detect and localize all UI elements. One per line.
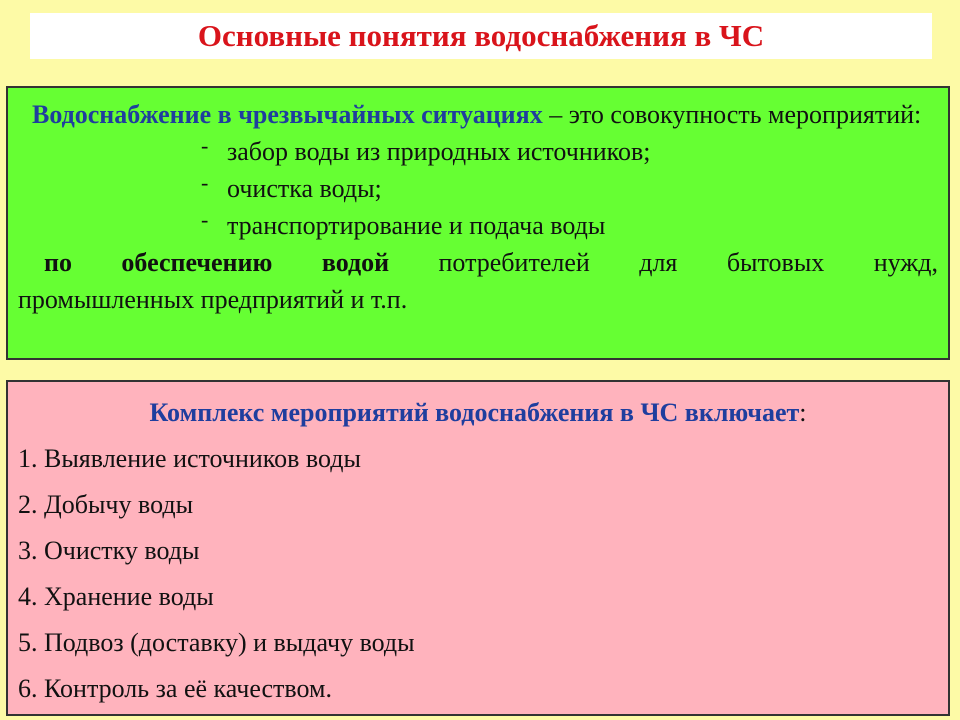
list-item: - транспортирование и подача воды xyxy=(201,207,938,244)
list-item: 4. Хранение воды xyxy=(18,582,214,611)
definition-intro xyxy=(18,96,938,133)
list-item: 5. Подвоз (доставку) и выдачу воды xyxy=(18,628,415,657)
definition-box xyxy=(6,86,950,360)
dash-icon: - xyxy=(201,170,209,195)
page-title: Основные понятия водоснабжения в ЧС xyxy=(197,18,765,53)
complex-heading-suffix: : xyxy=(799,398,807,427)
list-item: 1. Выявление источников воды xyxy=(18,444,361,473)
definition-bullets xyxy=(18,133,938,244)
definition-conclusion-2: промышленных предприятий и т.п. xyxy=(18,285,408,314)
complex-list xyxy=(18,436,938,712)
list-item: - забор воды из природных источников; xyxy=(201,133,938,170)
definition-conclusion xyxy=(18,244,938,281)
conclusion-bold: по обеспечению водой xyxy=(44,248,390,277)
list-item: 2. Добычу воды xyxy=(18,490,194,519)
dash-icon: - xyxy=(201,207,209,232)
list-item: - очистка воды; xyxy=(201,170,938,207)
complex-box xyxy=(6,380,950,716)
list-item: 6. Контроль за её качеством. xyxy=(18,674,332,703)
list-item: 3. Очистку воды xyxy=(18,536,200,565)
complex-heading-text: Комплекс мероприятий водоснабжения в ЧС включает xyxy=(149,398,800,427)
title-bar xyxy=(30,13,932,59)
definition-term: Водоснабжение в чрезвычайных ситуациях xyxy=(32,100,543,129)
definition-rest: – это совокупность мероприятий: xyxy=(542,100,922,129)
complex-heading xyxy=(18,396,938,430)
conclusion-rest-1: потребителей для бытовых нужд, xyxy=(389,248,939,277)
dash-icon: - xyxy=(201,133,209,158)
